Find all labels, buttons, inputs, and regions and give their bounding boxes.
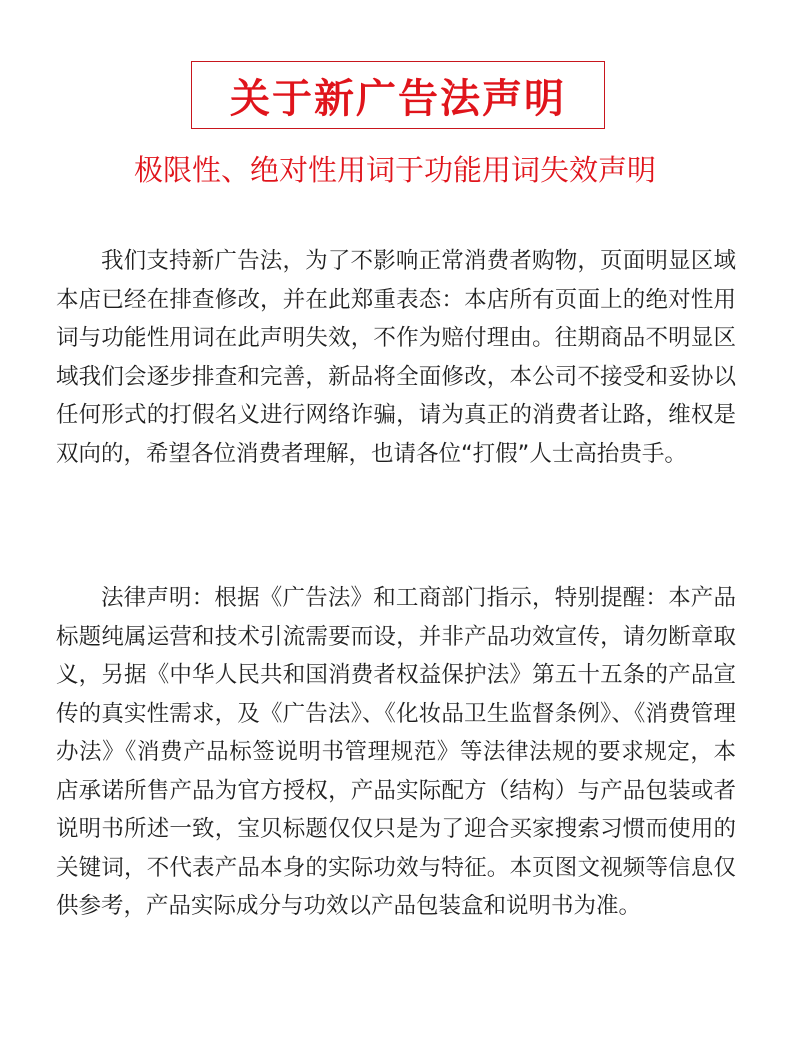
page-title: 关于新广告法声明 xyxy=(230,75,566,122)
title-box xyxy=(191,61,605,129)
page-subtitle: 极限性、绝对性用词于功能用词失效声明 xyxy=(133,153,656,187)
legal-statement-paragraph: 法律声明：根据《广告法》和工商部门指示，特别提醒：本产品标题纯属运营和技术引流需要而设，并非产品功效宣传，请勿断章取义，另据《中华人民共和国消费者权益保护法》第五十五条的产品宣传的真实性需求，及《广告法》、《化妆品卫生监督条例》、《消费管理办法》《消费产品标签说明书管理规范》等法律法规的要求规定，本店承诺所售产品为官方授权，产品实际配方（结构）与产品包装或者说明书所述一致，宝贝标题仅仅只是为了迎合买家搜索习惯而使用的关键词，不代表产品本身的实际功效与特征。本页图文视频等信息仅供参考，产品实际成分与功效以产品包装盒和说明书为准。 xyxy=(56,585,736,919)
statement-paragraph: 我们支持新广告法，为了不影响正常消费者购物，页面明显区域本店已经在排查修改，并在此郑重表态：本店所有页面上的绝对性用词与功能性用词在此声明失效，不作为赔付理由。往期商品不明显区域我们会逐步排查和完善，新品将全面修改，本公司不接受和妥协以任何形式的打假名义进行网络诈骗，请为真正的消费者让路，维权是双向的，希望各位消费者理解，也请各位“打假”人士高抬贵手。 xyxy=(56,248,736,467)
